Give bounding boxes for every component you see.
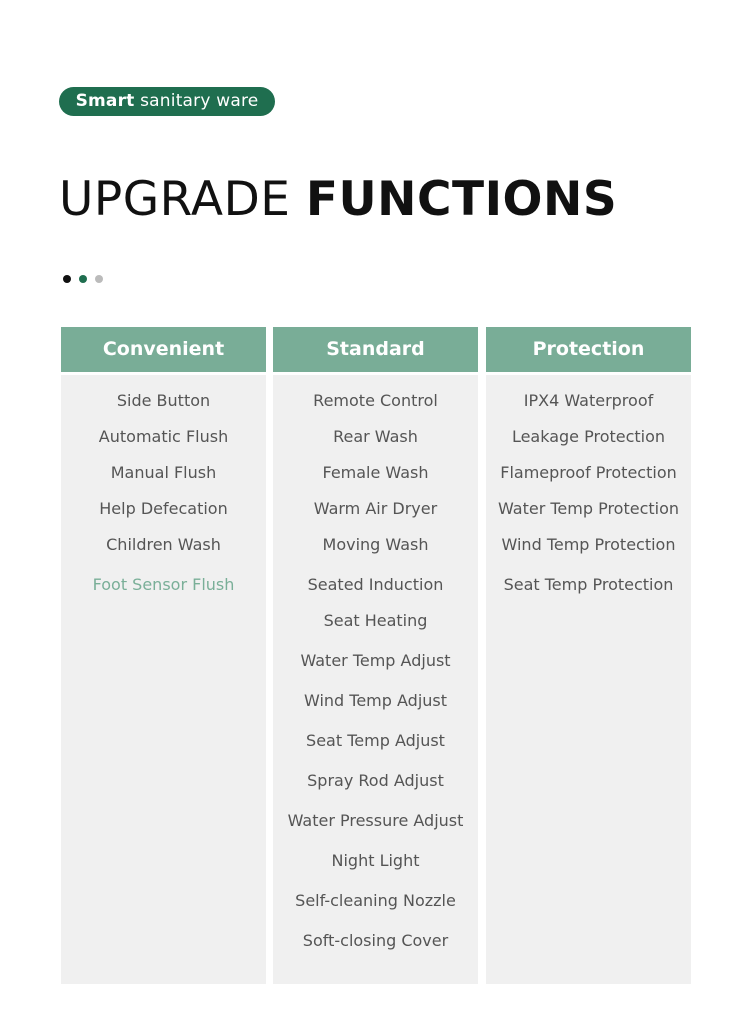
page-title: [59, 170, 617, 230]
list-item: Wind Temp Protection: [501, 535, 676, 554]
list-item: Wind Temp Adjust: [303, 691, 448, 710]
column-protection: [486, 327, 691, 984]
list-item: Night Light: [331, 851, 420, 870]
list-item: Children Wash: [106, 535, 221, 554]
list-item: Warm Air Dryer: [313, 499, 438, 518]
column-header: Standard: [273, 327, 478, 372]
column-standard: [273, 327, 478, 984]
list-item: Water Pressure Adjust: [287, 811, 464, 830]
list-item: Self-cleaning Nozzle: [295, 891, 456, 910]
column-header: Protection: [486, 327, 691, 372]
list-item: Foot Sensor Flush: [92, 575, 235, 594]
list-item: Rear Wash: [333, 427, 418, 446]
badge-strong-text: Smart: [75, 91, 135, 111]
category-badge: [59, 87, 275, 116]
list-item: Side Button: [116, 391, 211, 410]
dot-indicator: [63, 275, 71, 283]
list-item: Seated Induction: [307, 575, 444, 594]
list-item: Flameproof Protection: [500, 463, 677, 482]
badge-light-text: sanitary ware: [134, 91, 259, 111]
list-item: Manual Flush: [110, 463, 217, 482]
list-item: Seat Temp Protection: [503, 575, 674, 594]
list-item: Leakage Protection: [511, 427, 666, 446]
dot-indicator: [95, 275, 103, 283]
title-strong: FUNCTIONS: [305, 172, 618, 227]
list-item: Remote Control: [313, 391, 438, 410]
column-header: Convenient: [61, 327, 266, 372]
list-item: IPX4 Waterproof: [523, 391, 654, 410]
column-divider: [61, 372, 266, 375]
column-divider: [486, 372, 691, 375]
column-convenient: [61, 327, 266, 984]
list-item: Water Temp Protection: [497, 499, 680, 518]
column-divider: [273, 372, 478, 375]
list-item: Female Wash: [322, 463, 429, 482]
list-item: Spray Rod Adjust: [307, 771, 444, 790]
list-item: Seat Heating: [323, 611, 428, 630]
list-item: Seat Temp Adjust: [306, 731, 445, 750]
title-light: UPGRADE: [59, 172, 306, 227]
list-item: Help Defecation: [99, 499, 228, 518]
dot-indicator: [79, 275, 87, 283]
list-item: Water Temp Adjust: [300, 651, 451, 670]
list-item: Soft-closing Cover: [302, 931, 449, 950]
list-item: Automatic Flush: [98, 427, 229, 446]
list-item: Moving Wash: [322, 535, 429, 554]
